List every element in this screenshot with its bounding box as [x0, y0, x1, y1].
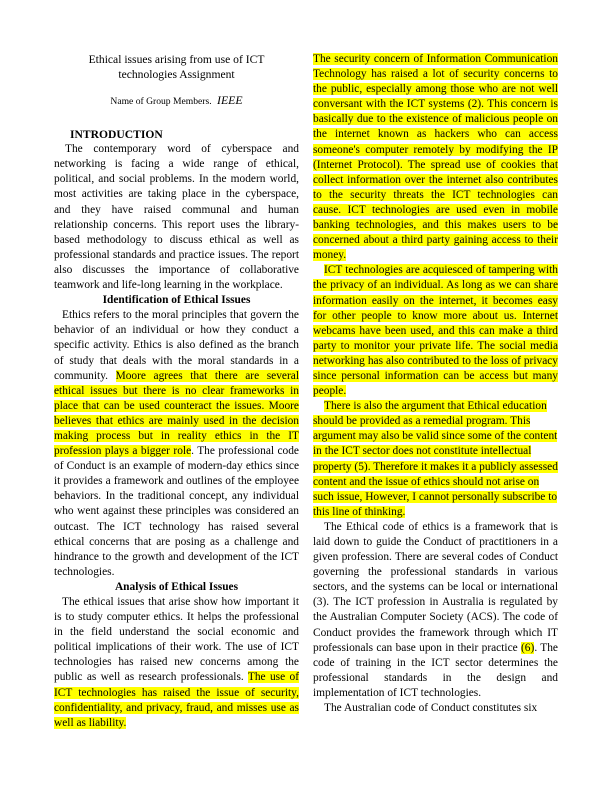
introduction-heading: INTRODUCTION [70, 128, 163, 142]
highlighted-text: The use of ICT technologies has raised the issue of security, confidentiality, and privacy, fraud, and misses use as well as liability. [54, 671, 299, 729]
highlighted-citation: (6) [521, 641, 535, 654]
highlighted-text: There is also the argument that Ethical education should be provided as a remedial program. This argument may also be valid since some of the content in the ICT sector does not constitute intellectual property (5). Therefore it makes it a publicly assessed content and the issue of ethics should not arise on such issue, However, I cannot personally subscribe to this line of thinking. [313, 400, 558, 518]
highlighted-text: Moore agrees that there are several ethical issues but there is no clear frameworks in place that can be used counteract the issues. Moore believes that ethics are mainly used in the decision making process but in reality ethics in the IT profession plays a bigger role [54, 369, 300, 458]
group-members-value: IEEE [217, 93, 243, 107]
analysis-paragraph: The ethical issues that arise show how important it is to study computer ethics. It helps the professional in the field understand the social economic and political implications of their work. The use of ICT technologies has raised new concerns among the public as well as research professionals. The use of ICT technologies has raised the issue of security, confidentiality, and privacy, fraud, and misses use as well as liability. [54, 596, 299, 729]
identification-paragraph: Ethics refers to the moral principles that govern the behavior of an individual or how they conduct a specific activity. Ethics is also defined as the branch of study that deals with the moral standards in a community. Moore agrees that there are several ethical issues but there is no clear frameworks in place that can be used counteract the issues. Moore believes that ethics are mainly used in the decision making process but in reality ethics in the IT profession plays a bigger role. The professional code of Conduct is an example of modern-day ethics since it provides a framework and outlines of the employee behaviors. In the traditional concept, any individual who went against these principles was considered an outcast. The ICT technology has raised several ethical concerns that are posing as a challenge and hindrance to the growth and development of the ICT technologies. [54, 309, 300, 578]
identification-heading: Identification of Ethical Issues [102, 294, 251, 307]
document-title: Ethical issues arising from use of ICT technologies Assignment [88, 53, 265, 81]
highlighted-text: The security concern of Information Communication Technology has raised a lot of security concerns to the public, especially among those who are not well conversant with the ICT systems (2). This concern is basically due to the existence of malicious people on the internet known as hackers who can access someone's computer remotely by modifying the IP (Internet Protocol). The spread use of cookies that collect information over the internet also contributes to the security threats the ICT technologies can cause. ICT technologies are used even in mobile banking technologies, and this makes users to be concerned about a third party gaining access to their money. [313, 53, 558, 262]
code-of-ethics-paragraph: The Ethical code of ethics is a framework that is laid down to guide the Conduct of practitioners in a given profession. There are several codes of Conduct governing the professional standards in various sectors, and the systems can be local or international (3). The ICT profession in Australia is regulated by the Australian Computer Society (ACS). The code of Conduct provides the framework through which IT professionals can base upon in their practice (6). The code of training in the ICT sector determines the professional standards in the design and implementation of ICT technologies. [313, 520, 558, 699]
privacy-paragraph [313, 263, 558, 399]
security-paragraph [313, 52, 558, 263]
group-members-line: Name of Group Members. IEEE [110, 93, 243, 107]
introduction-paragraph: The contemporary word of cyberspace and networking is facing a wide range of ethical, political, and social problems. In the modern world, most activities are taking place in the cyberspace, and they have raised communal and human relationship concerns. This report uses the library-based methodology to discuss ethical as well as professional standards and practice issues. The report also discusses the importance of collaborative teamwork and life-long learning in the workplace. [54, 143, 299, 292]
right-column [313, 52, 558, 716]
left-column [54, 52, 299, 731]
australian-code-paragraph: The Australian code of Conduct constitutes six [324, 702, 538, 715]
education-paragraph [313, 399, 558, 520]
analysis-heading: Analysis of Ethical Issues [114, 580, 239, 593]
highlighted-text: ICT technologies are acquiesced of tampering with the privacy of an individual. As long as we can share information easily on the internet, it becomes easy for other people to know more about us. Internet webcams have been used, and this can make a third party to monitor your private life. The social media networking has also contributed to the loss of privacy since personal information can be access but many people. [313, 264, 558, 398]
